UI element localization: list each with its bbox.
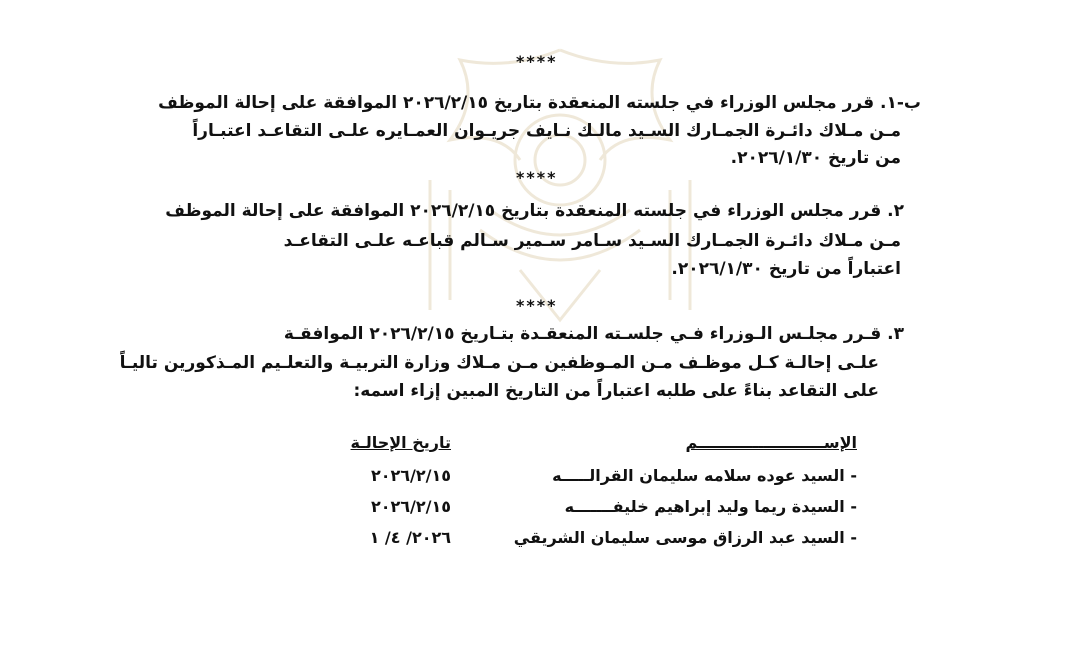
- paragraph-2-line-2: مـن مـلاك دائـرة الجمـارك السـيد سـامر سـمير سـالم قباعـه علـى التقاعـد: [283, 231, 901, 251]
- paragraph-1-line-2: مـن مـلاك دائـرة الجمـارك السـيد مالـك نـايف جريـوان العمـايره علـى التقاعـد اعتبـاراً: [192, 121, 901, 141]
- separator: ****: [516, 296, 558, 315]
- paragraph-1-line-3: من تاريخ ٢٠٢٦/١/٣٠.: [730, 148, 901, 168]
- separator: ****: [516, 168, 558, 187]
- paragraph-2-line-3: اعتباراً من تاريخ ٢٠٢٦/١/٣٠.: [671, 259, 901, 279]
- table-row-date: ٢٠٢٦/٢/١٥: [370, 466, 451, 485]
- table-header-name: الإســـــــــــــــــــــــم: [685, 433, 857, 452]
- paragraph-3-line-1: ٣. قـرر مجلـس الـوزراء فـي جلسـته المنعقـدة بتـاريخ ٢٠٢٦/٢/١٥ الموافقـة: [283, 324, 904, 344]
- paragraph-2-line-1: ٢. قرر مجلس الوزراء في جلسته المنعقدة بتاريخ ٢٠٢٦/٢/١٥ الموافقة على إحالة الموظف: [165, 201, 904, 221]
- separator: ****: [516, 52, 558, 71]
- table-row-date: ٢٠٢٦/٢/١٥: [370, 497, 451, 516]
- paragraph-1-line-1: ب-١. قرر مجلس الوزراء في جلسته المنعقدة بتاريخ ٢٠٢٦/٢/١٥ الموافقة على إحالة الموظف: [158, 93, 921, 113]
- paragraph-3-line-3: على التقاعد بناءً على طلبه اعتباراً من التاريخ المبين إزاء اسمه:: [353, 381, 879, 401]
- table-row-name: - السيد عبد الرزاق موسى سليمان الشريقي: [513, 528, 857, 547]
- paragraph-3-line-2: علـى إحالـة كـل موظـف مـن المـوظفين مـن مـلاك وزارة التربيـة والتعلـيم المـذكورين تاليـاً: [119, 353, 879, 373]
- table-row-name: - السيدة ريما وليد إبراهيم خليفـــــــه: [564, 497, 857, 516]
- table-header-date: تاريخ الإحالـة: [350, 433, 451, 452]
- table-row-name: - السيد عوده سلامه سليمان القرالـــــه: [552, 466, 857, 485]
- emblem-watermark-icon: [390, 30, 730, 330]
- table-row-date: ٢٠٢٦/ ٤/ ١: [369, 528, 451, 547]
